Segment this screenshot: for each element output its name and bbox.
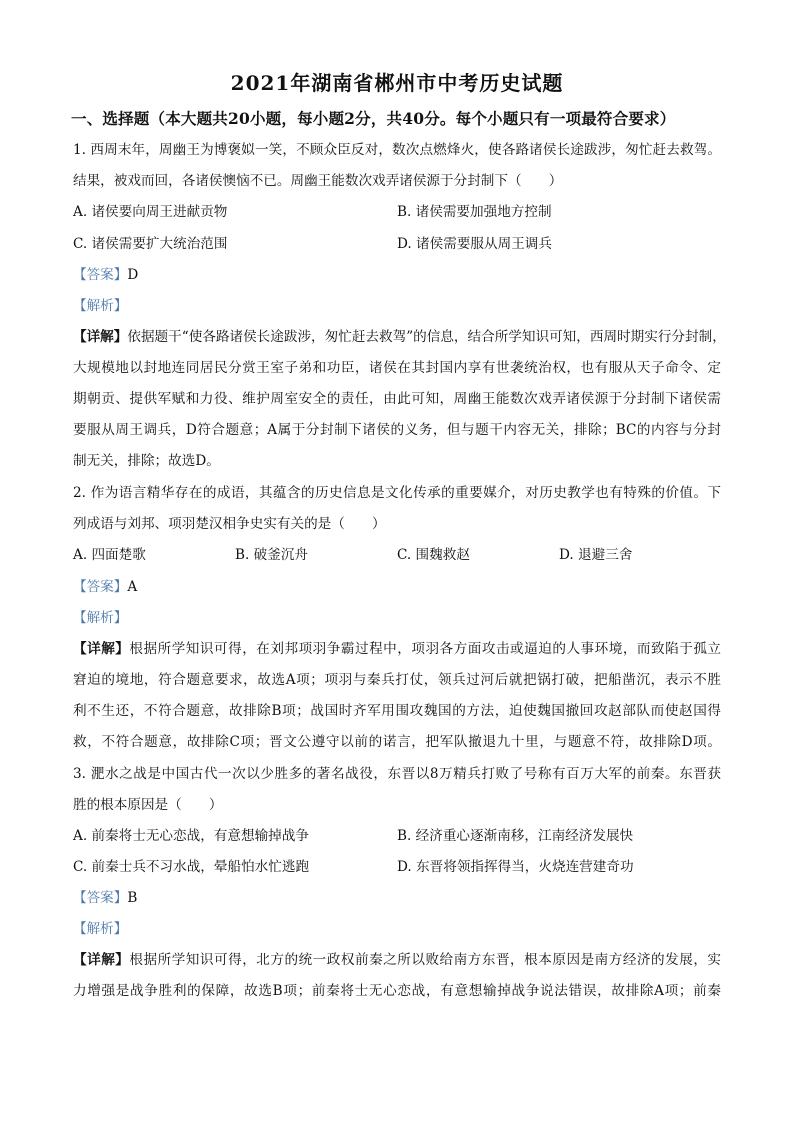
answer-value: A bbox=[127, 579, 138, 595]
q3-detail-line-2: 力增强是战争胜利的保障，故选B项；前秦将士无心恋战，有意想输掉战争说法错误，故排除A项；前秦 bbox=[73, 983, 721, 999]
q1-analysis-label bbox=[73, 296, 127, 316]
q2-answer bbox=[73, 577, 137, 597]
section-heading: 一、选择题（本大题共20小题，每小题2分，共40分。每个小题只有一项最符合要求） bbox=[71, 109, 676, 128]
q3-stem-line-2: 胜的根本原因是（ ） bbox=[73, 797, 223, 813]
answer-value: B bbox=[127, 890, 138, 906]
q1-option-a: A. 诸侯要向周王进献贡物 bbox=[73, 204, 228, 220]
q1-detail-line-2: 大规模地以封地连同居民分赏王室子弟和功臣，诸侯在其封国内享有世袭统治权，也有服从天子命令、定 bbox=[73, 360, 721, 376]
q1-option-c: C. 诸侯需要扩大统治范围 bbox=[73, 236, 228, 252]
q1-detail-line-3: 期朝贡、提供军赋和力役、维护周室安全的责任，由此可知，周幽王能数次戏弄诸侯源于分封制下诸侯需 bbox=[73, 391, 721, 407]
q1-option-b: B. 诸侯需要加强地方控制 bbox=[397, 204, 552, 220]
q3-option-a: A. 前秦将士无心恋战，有意想输掉战争 bbox=[73, 828, 309, 844]
q3-option-c: C. 前秦士兵不习水战，晕船怕水忙逃跑 bbox=[73, 859, 310, 875]
q1-stem-line-1: 1. 西周末年，周幽王为博褒姒一笑，不顾众臣反对，数次点燃烽火，使各路诸侯长途跋涉，匆忙赶去救驾。 bbox=[73, 142, 721, 158]
document-title: 2021年湖南省郴州市中考历史试题 bbox=[230, 71, 564, 95]
analysis-label: 【解析】 bbox=[73, 921, 128, 937]
q1-option-d: D. 诸侯需要服从周王调兵 bbox=[397, 236, 552, 252]
q1-detail-line-5: 制无关，排除；故选D。 bbox=[73, 453, 220, 469]
q2-option-b: B. 破釜沉舟 bbox=[235, 547, 309, 563]
q2-detail-line-2: 窘迫的境地，符合题意要求，故选A项；项羽与秦兵打仗，领兵过河后就把锅打破，把船凿沉，表示不胜 bbox=[73, 672, 721, 688]
q3-analysis-label bbox=[73, 919, 127, 939]
q3-stem-line-1: 3. 淝水之战是中国古代一次以少胜多的著名战役，东晋以8万精兵打败了号称有百万大军的前秦。东晋获 bbox=[73, 766, 721, 782]
detail-label: 【详解】 bbox=[73, 952, 130, 968]
q2-option-c: C. 围魏救赵 bbox=[397, 547, 470, 563]
q1-stem-line-2: 结果，被戏而回，各诸侯懊恼不已。周幽王能数次戏弄诸侯源于分封制下（ ） bbox=[73, 173, 563, 189]
answer-label: 【答案】 bbox=[73, 890, 128, 906]
answer-label: 【答案】 bbox=[73, 579, 128, 595]
q1-detail-line-1: 【详解】依据题干“使各路诸侯长途跋涉，匆忙赶去救驾”的信息，结合所学知识可知，西周时期实行分封制， bbox=[73, 329, 726, 345]
q2-stem-line-1: 2. 作为语言精华存在的成语，其蕴含的历史信息是文化传承的重要媒介，对历史教学也有特殊的价值。下 bbox=[73, 485, 721, 501]
q2-stem-line-2: 列成语与刘邦、项羽楚汉相争史实有关的是（ ） bbox=[73, 516, 386, 532]
q2-option-a: A. 四面楚歌 bbox=[73, 547, 146, 563]
q3-option-b: B. 经济重心逐渐南移，江南经济发展快 bbox=[397, 828, 634, 844]
q2-option-d: D. 退避三舍 bbox=[559, 547, 633, 563]
q3-option-d: D. 东晋将领指挥得当，火烧连营建奇功 bbox=[397, 859, 634, 875]
q3-answer bbox=[73, 888, 137, 908]
q3-detail-line-1: 【详解】根据所学知识可得，北方的统一政权前秦之所以败给南方东晋，根本原因是南方经济的发展，实 bbox=[73, 952, 722, 968]
q2-analysis-label bbox=[73, 608, 127, 628]
detail-label: 【详解】 bbox=[73, 641, 130, 657]
q1-answer bbox=[73, 265, 138, 285]
q2-detail-line-4: 救，不符合题意，故排除C项；晋文公遵守以前的诺言，把军队撤退九十里，与题意不符，故排除D项。 bbox=[73, 734, 721, 750]
q1-detail-line-4: 要服从周王调兵，D符合题意；A属于分封制下诸侯的义务，但与题干内容无关，排除；BC的内容与分封 bbox=[73, 422, 721, 438]
analysis-label: 【解析】 bbox=[73, 298, 128, 314]
q2-detail-line-3: 利不生还，不符合题意，故排除B项；战国时齐军用围攻魏国的方法，迫使魏国撤回攻赵部队而使赵国得 bbox=[73, 703, 721, 719]
detail-label: 【详解】 bbox=[73, 329, 128, 345]
analysis-label: 【解析】 bbox=[73, 610, 128, 626]
answer-label: 【答案】 bbox=[73, 267, 128, 283]
answer-value: D bbox=[127, 267, 139, 283]
q2-detail-line-1: 【详解】根据所学知识可得，在刘邦项羽争霸过程中，项羽各方面攻击或逼迫的人事环境，而致陷于孤立 bbox=[73, 641, 722, 657]
